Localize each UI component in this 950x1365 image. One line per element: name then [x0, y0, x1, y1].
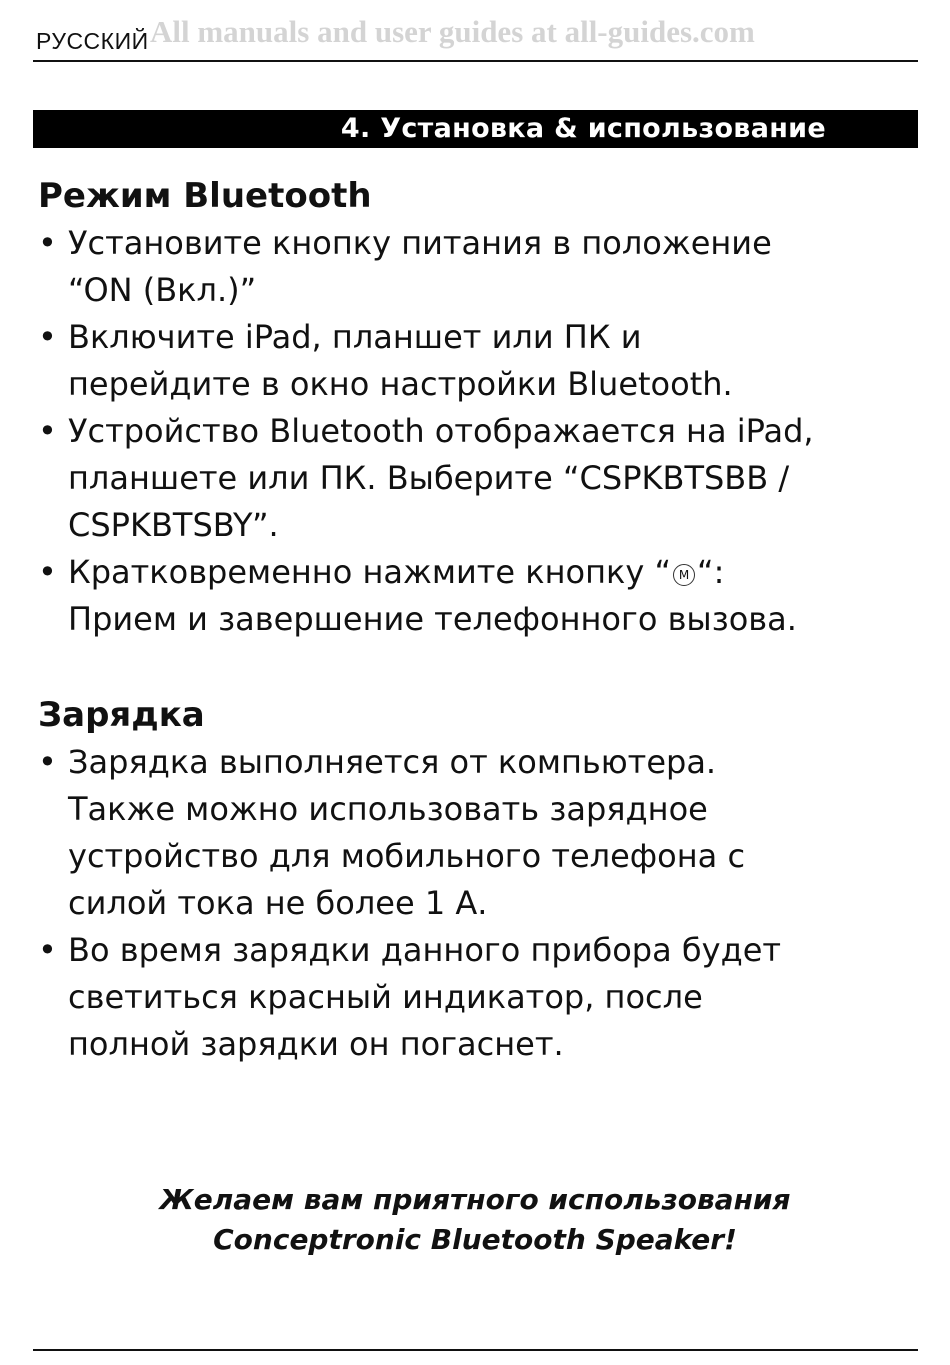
list-item: • Зарядка выполняется от компьютера. Также можно использовать зарядное устройство для мобильного телефона с силой тока не более 1 А. — [38, 739, 918, 927]
bullet-icon: • — [38, 743, 57, 781]
bullet-icon: • — [38, 553, 57, 591]
section-title-bar: 4. Установка & использование — [33, 110, 918, 148]
language-label: РУССКИЙ — [36, 28, 149, 54]
list-item: • Включите iPad, планшет или ПК и перейдите в окно настройки Bluetooth. — [38, 314, 918, 408]
list-item: • Установите кнопку питания в положение “ON (Вкл.)” — [38, 220, 918, 314]
manual-content — [38, 172, 918, 1068]
multifunction-button-icon: M — [673, 564, 695, 586]
bullet-icon: • — [38, 412, 57, 450]
list-item: • Кратковременно нажмите кнопку “ M “: Прием и завершение телефонного вызова. — [38, 549, 918, 643]
bottom-divider — [33, 1349, 918, 1351]
top-divider — [33, 60, 918, 62]
charging-list — [38, 739, 918, 1068]
bullet-icon: • — [38, 224, 57, 262]
charging-heading: Зарядка — [38, 695, 205, 735]
closing-message — [0, 1180, 950, 1260]
watermark-text: All manuals and user guides at all-guides.com — [150, 14, 755, 49]
list-item: • Устройство Bluetooth отображается на iPad, планшете или ПК. Выберите “CSPKBTSBB / CSPKBTSBY”. — [38, 408, 918, 549]
bluetooth-heading: Режим Bluetooth — [38, 176, 372, 216]
list-item: • Во время зарядки данного прибора будет светиться красный индикатор, после полной зарядки он погаснет. — [38, 927, 918, 1068]
bullet-icon: • — [38, 931, 57, 969]
closing-line-2: Conceptronic Bluetooth Speaker! — [213, 1223, 737, 1256]
bullet-icon: • — [38, 318, 57, 356]
bluetooth-list — [38, 220, 918, 643]
closing-line-1: Желаем вам приятного использования — [159, 1183, 791, 1216]
